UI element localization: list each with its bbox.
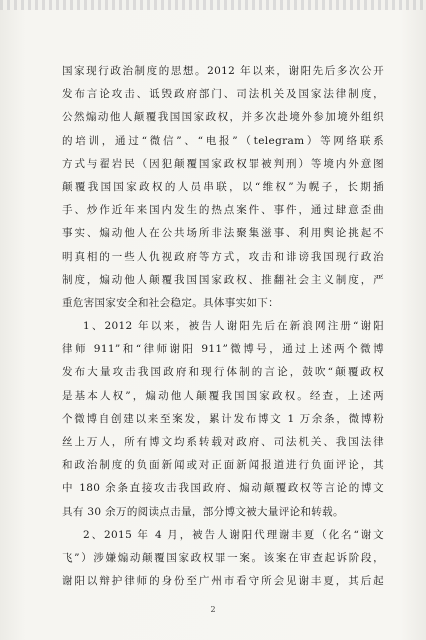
- text-line: 重危害国家安全和社会稳定。具体事实如下：: [62, 296, 279, 309]
- text-line: 明真相的一些人仇视政府等方式，攻击和诽谤我国现行政治: [62, 250, 384, 263]
- text-line: 具有 30 余万的阅读点击量，部分博文被大量评论和转载。: [62, 505, 344, 518]
- text-line: 公然煽动他人颠覆我国国家政权，并多次赴境外参加境外组织: [62, 111, 384, 124]
- text-line: 丝上万人，所有博文均系转载对政府、司法机关、我国法律: [62, 436, 384, 448]
- text-line: 制度，煽动他人颠覆我国国家政权、推翻社会主义制度，严: [62, 273, 384, 286]
- text-line: 中 180 余条直接攻击我国政府、煽动颠覆政权等言论的博文: [62, 482, 384, 495]
- text-line: 飞”）涉嫌煽动颠覆国家政权罪一案。该案在审查起诉阶段，: [62, 551, 384, 564]
- page-number: 2: [210, 605, 216, 614]
- document-body: [62, 60, 384, 593]
- text-line: 和政治制度的负面新闻或对正面新闻报道进行负面评论，其: [62, 459, 384, 472]
- text-line: 发布大量攻击我国政府和现行体制的言论，鼓吹“颠覆政权: [62, 366, 384, 379]
- text-line: 颠覆我国国家政权的人员串联，以“维权”为幌子，长期插: [62, 180, 384, 193]
- text-line: 发布言论攻击、诋毁政府部门、司法机关及国家法律制度，: [62, 88, 384, 101]
- text-line: 方式与翟岩民（因犯颠覆国家政权罪被判刑）等境内外意图: [62, 157, 384, 170]
- text-line: 是基本人权”，煽动他人颠覆我国国家政权。经查，上述两: [62, 389, 384, 402]
- scan-edge-decoration: [0, 0, 426, 10]
- text-line: 的培训，通过“微信”、“电报”（telegram）等网络联系: [62, 134, 384, 147]
- text-line: 谢阳以辩护律师的身份至广州市看守所会见谢丰夏，其后起: [62, 575, 384, 588]
- text-line: 国家现行政治制度的思想。2012 年以来，谢阳先后多次公开: [62, 65, 384, 77]
- text-line: 律师 911”和“律师谢阳 911”微博号，通过上述两个微博: [62, 343, 384, 356]
- text-line: 手、炒作近年来国内发生的热点案件、事件，通过肆意歪曲: [62, 204, 384, 217]
- paragraph-start-line: 2、2015 年 4 月，被告人谢阳代理谢丰夏（化名“谢文: [83, 528, 384, 541]
- text-line: 个微博自创建以来至案发，累计发布博文 1 万余条，微博粉: [62, 412, 384, 425]
- paragraph-start-line: 1、2012 年以来，被告人谢阳先后在新浪网注册“谢阳: [83, 320, 384, 333]
- text-line: 事实、煽动他人在公共场所非法聚集滋事、利用舆论挑起不: [62, 227, 384, 240]
